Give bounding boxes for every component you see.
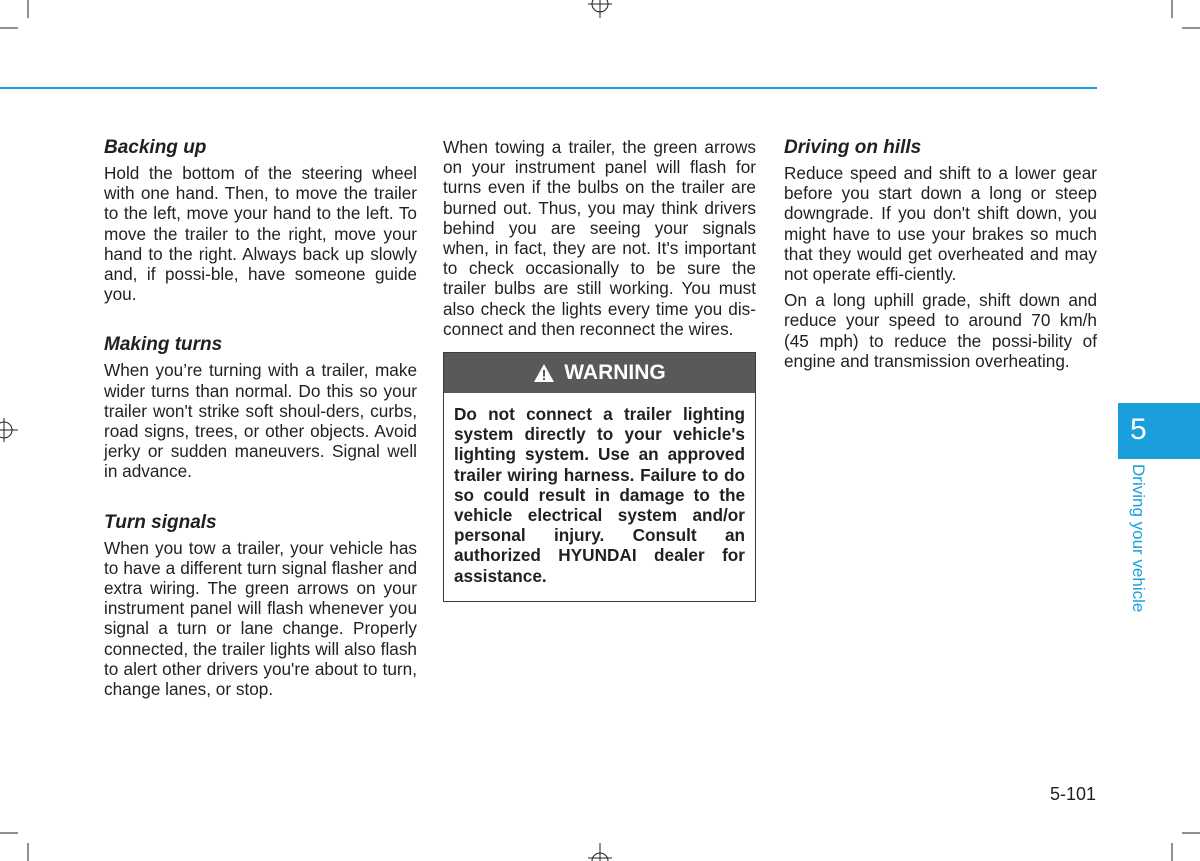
warning-box [443, 352, 756, 602]
section-body-backing-up: Hold the bottom of the steering wheel with one hand. Then, to move the trailer to the left, move your hand to the left. To move the trailer to the right, move your hand to the right. Always back up slowly and, if possi-ble, have someone guide you. [104, 163, 417, 305]
chapter-number: 5 [1130, 413, 1147, 446]
column-1 [104, 137, 417, 699]
hills-paragraph-1: Reduce speed and shift to a lower gear before you start down a long or steep downgrade. If you don't shift down, you might have to use your brakes so much that they would get overheated and may not operate effi-ciently. [784, 163, 1097, 285]
section-title-making-turns: Making turns [104, 334, 223, 356]
section-title-driving-on-hills: Driving on hills [784, 137, 922, 158]
warning-text: Do not connect a trailer lighting system directly to your vehicle's lighting system. Use an approved trailer wiring harness. Failure to do so could result in damage to the vehicle electrical system and/or personal injury. Consult an authorized HYUNDAI dealer for assistance. [454, 404, 745, 586]
section-title-backing-up: Backing up [104, 137, 207, 158]
section-title-turn-signals: Turn signals [104, 511, 217, 533]
section-body-turn-signals: When you tow a trailer, your vehicle has to have a different turn signal flasher and extra wiring. The green arrows on your instrument panel will flash whenever you signal a turn or lane change. Properly connected, the trailer lights will also flash to alert other drivers you're about to turn, change lanes, or stop. [104, 537, 417, 700]
section-body-making-turns: When you’re turning with a trailer, make wider turns than normal. Do this so your trailer won't strike soft shoul-ders, curbs, road signs, trees, or other objects. Avoid jerky or sudden maneuvers. Signal well in advance. [104, 360, 417, 482]
hills-paragraph-2: On a long uphill grade, shift down and reduce your speed to around 70 km/h (45 mph) to reduce the possi-bility of engine and transmission overheating. [784, 290, 1097, 371]
towing-signals-paragraph: When towing a trailer, the green arrows on your instrument panel will flash for turns even if the bulbs on the trailer are burned out. Thus, you may think drivers behind you are seeing your signals when, in fact, they are not. It's important to check occasionally to be sure the trailer bulbs are still working. You must also check the lights every time you dis-connect and then reconnect the wires. [443, 137, 756, 339]
chapter-title: Driving your vehicle [1129, 464, 1148, 613]
warning-title: WARNING [564, 360, 666, 384]
column-2 [443, 137, 756, 602]
warning-header [444, 353, 755, 393]
page-number: 5-101 [1049, 784, 1096, 804]
column-3 [784, 137, 1097, 371]
warning-triangle-icon [533, 363, 555, 383]
